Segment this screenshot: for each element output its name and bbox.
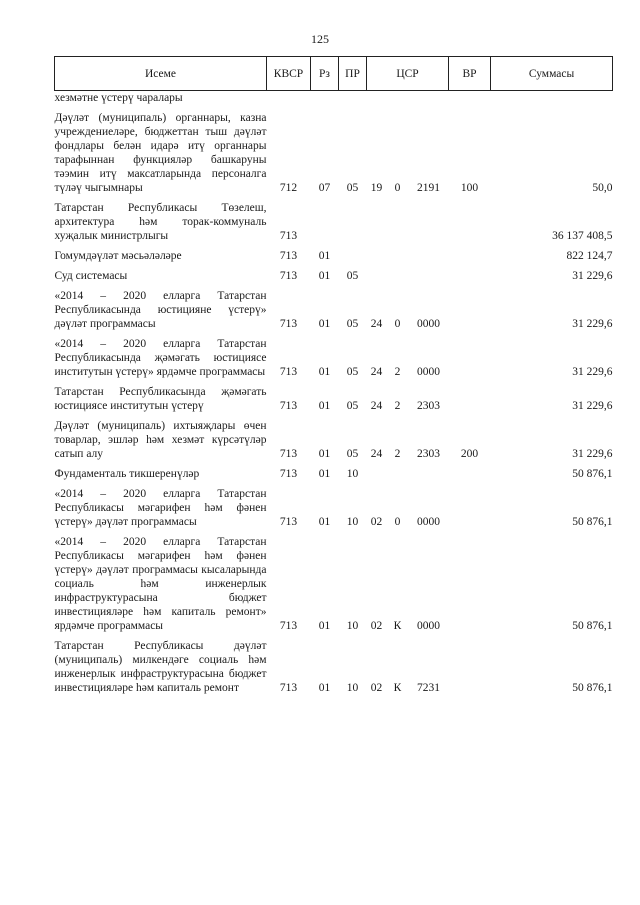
row-pr: 05: [346, 318, 359, 330]
row-pr: 10: [346, 620, 359, 632]
row-csr-direction: [409, 201, 449, 243]
row-csr-program: 24: [370, 318, 383, 330]
row-csr-direction: 7231: [417, 682, 441, 694]
header-sum: Суммасы: [491, 57, 613, 91]
header-pr: ПР: [339, 57, 367, 91]
row-pr: [339, 249, 367, 263]
row-csr-program: 02: [370, 682, 383, 694]
row-csr-direction: [409, 249, 449, 263]
row-vr: [449, 487, 491, 529]
row-vr: [449, 337, 491, 379]
table-row: [55, 91, 613, 106]
row-name: Суд системасы: [54, 270, 128, 282]
row-name: Татарстан Республикасында җәмәгать юстициясе институтын үстерү: [54, 386, 267, 412]
table-row: [55, 289, 613, 331]
row-rz: 01: [318, 448, 331, 460]
row-vr: [449, 385, 491, 413]
row-vr: [449, 91, 491, 106]
row-csr-subprogram: 2: [394, 400, 401, 412]
table-body: [55, 91, 613, 696]
row-csr-subprogram: [387, 249, 409, 263]
row-kvsr: 713: [279, 230, 298, 242]
row-csr-subprogram: 0: [394, 318, 401, 330]
row-csr-direction: 2303: [417, 400, 441, 412]
row-rz: 01: [318, 682, 331, 694]
row-sum: 50 876,1: [572, 682, 613, 694]
row-rz: [311, 201, 339, 243]
table-row: [55, 467, 613, 481]
row-kvsr: 713: [279, 400, 298, 412]
row-name: Татарстан Республикасы Төзелеш, архитектура һәм торак-коммуналь хуҗалык министрлыгы: [54, 202, 267, 242]
row-pr: 10: [346, 468, 359, 480]
row-rz: 07: [318, 182, 331, 194]
header-name: Исеме: [55, 57, 267, 91]
header-vr: ВР: [449, 57, 491, 91]
row-rz: 01: [318, 620, 331, 632]
row-csr-program: 02: [370, 516, 383, 528]
row-name: хезмәтне үстерү чаралары: [54, 92, 183, 104]
row-name: «2014 – 2020 елларга Татарстан Республикасында җәмәгать юстициясе институтын үстерү» ярдәмче программасы: [54, 338, 267, 378]
header-csr: ЦСР: [367, 57, 449, 91]
row-pr: 05: [346, 366, 359, 378]
row-sum: 50 876,1: [572, 516, 613, 528]
row-csr-direction: 0000: [417, 318, 441, 330]
row-kvsr: 713: [279, 250, 298, 262]
row-vr: 200: [460, 448, 479, 460]
row-csr-subprogram: 0: [394, 182, 401, 194]
table-row: [55, 111, 613, 195]
table-row: [55, 249, 613, 263]
row-kvsr: 713: [279, 516, 298, 528]
row-sum: 31 229,6: [572, 318, 613, 330]
row-pr: 05: [346, 182, 359, 194]
row-csr-program: [367, 269, 387, 283]
row-csr-program: [367, 91, 387, 106]
row-sum: 822 124,7: [566, 250, 613, 262]
row-name: Дәүләт (муниципаль) органнары, казна учреждениеләре, бюджеттан тыш дәүләт фондлары белән идарә итү органнары тарафыннан функцияләр башкаруны тәэмин итү максатларында персоналга түләү чыгымнары: [54, 112, 267, 194]
row-csr-program: 24: [370, 448, 383, 460]
table-header: [55, 57, 613, 91]
row-csr-direction: [409, 269, 449, 283]
row-csr-subprogram: [387, 269, 409, 283]
table-row: [55, 201, 613, 243]
table-row: [55, 269, 613, 283]
table-row: [55, 385, 613, 413]
row-name: «2014 – 2020 елларга Татарстан Республикасы мәгарифен һәм фәнен үстерү» дәүләт программасы: [54, 488, 267, 528]
row-vr: [449, 269, 491, 283]
table-row: [55, 337, 613, 379]
row-sum: 50 876,1: [572, 468, 613, 480]
row-vr: [449, 201, 491, 243]
row-csr-program: 19: [370, 182, 383, 194]
row-name: Фундаменталь тикшеренүләр: [54, 468, 200, 480]
row-kvsr: 713: [279, 448, 298, 460]
table-row: [55, 535, 613, 633]
page-number: 125: [311, 32, 329, 46]
row-sum: 31 229,6: [572, 270, 613, 282]
row-csr-program: [367, 249, 387, 263]
row-kvsr: 712: [279, 182, 298, 194]
row-name: Гомумдәүләт мәсьәләләре: [54, 250, 182, 262]
row-csr-subprogram: 2: [394, 448, 401, 460]
row-csr-subprogram: 2: [394, 366, 401, 378]
row-vr: 100: [460, 182, 479, 194]
row-csr-subprogram: [387, 467, 409, 481]
row-rz: 01: [318, 366, 331, 378]
table-row: [55, 487, 613, 529]
row-vr: [449, 639, 491, 695]
row-pr: [339, 91, 367, 106]
row-rz: 01: [318, 400, 331, 412]
row-kvsr: 713: [279, 270, 298, 282]
row-rz: [311, 91, 339, 106]
row-kvsr: 713: [279, 620, 298, 632]
row-pr: 05: [346, 270, 359, 282]
table-row: [55, 419, 613, 461]
row-sum: [491, 91, 613, 106]
row-sum: 31 229,6: [572, 400, 613, 412]
row-sum: 50 876,1: [572, 620, 613, 632]
row-csr-direction: 2303: [417, 448, 441, 460]
row-csr-direction: 0000: [417, 516, 441, 528]
row-csr-direction: [409, 467, 449, 481]
row-rz: 01: [318, 468, 331, 480]
row-vr: [449, 249, 491, 263]
row-csr-direction: 0000: [417, 366, 441, 378]
row-csr-program: [367, 467, 387, 481]
row-kvsr: [267, 91, 311, 106]
row-pr: 10: [346, 516, 359, 528]
row-rz: 01: [318, 318, 331, 330]
row-csr-subprogram: [387, 201, 409, 243]
row-rz: 01: [318, 516, 331, 528]
row-name: Дәүләт (муниципаль) ихтыяҗлары өчен товарлар, эшләр һәм хезмәт күрсәтүләр сатып алу: [54, 420, 267, 460]
row-csr-program: 24: [370, 366, 383, 378]
row-name: «2014 – 2020 елларга Татарстан Республикасы мәгарифен һәм фәнен үстерү» дәүләт программасы кысаларында социаль һәм инженерлык инфраструктурасына бюджет инвестицияләре һәм капиталь ремонт» ярдәмче программасы: [54, 536, 267, 632]
row-sum: 31 229,6: [572, 366, 613, 378]
row-kvsr: 713: [279, 682, 298, 694]
row-csr-subprogram: К: [393, 682, 402, 694]
row-pr: 05: [346, 448, 359, 460]
row-sum: 31 229,6: [572, 448, 613, 460]
row-csr-subprogram: [387, 91, 409, 106]
row-csr-program: 24: [370, 400, 383, 412]
row-vr: [449, 467, 491, 481]
row-csr-subprogram: 0: [394, 516, 401, 528]
table-row: [55, 639, 613, 695]
row-csr-program: 02: [370, 620, 383, 632]
row-csr-program: [367, 201, 387, 243]
row-csr-direction: 2191: [417, 182, 441, 194]
row-name: Татарстан Республикасы дәүләт (муниципаль) милкендәге социаль һәм инженерлык инфраструктурасына бюджет инвестицияләре һәм капиталь ремонт: [54, 640, 267, 694]
row-kvsr: 713: [279, 366, 298, 378]
row-csr-direction: [409, 91, 449, 106]
row-kvsr: 713: [279, 318, 298, 330]
row-rz: 01: [318, 270, 331, 282]
row-pr: 05: [346, 400, 359, 412]
row-sum: 50,0: [592, 182, 613, 194]
row-vr: [449, 289, 491, 331]
row-kvsr: 713: [279, 468, 298, 480]
row-pr: 10: [346, 682, 359, 694]
row-pr: [339, 201, 367, 243]
budget-table: [54, 56, 613, 695]
row-rz: 01: [318, 250, 331, 262]
header-rz: Рз: [311, 57, 339, 91]
row-vr: [449, 535, 491, 633]
header-kvsr: КВСР: [267, 57, 311, 91]
row-csr-direction: 0000: [417, 620, 441, 632]
row-name: «2014 – 2020 елларга Татарстан Республикасында юстицияне үстерү» дәүләт программасы: [54, 290, 267, 330]
row-sum: 36 137 408,5: [552, 230, 613, 242]
row-csr-subprogram: К: [393, 620, 402, 632]
